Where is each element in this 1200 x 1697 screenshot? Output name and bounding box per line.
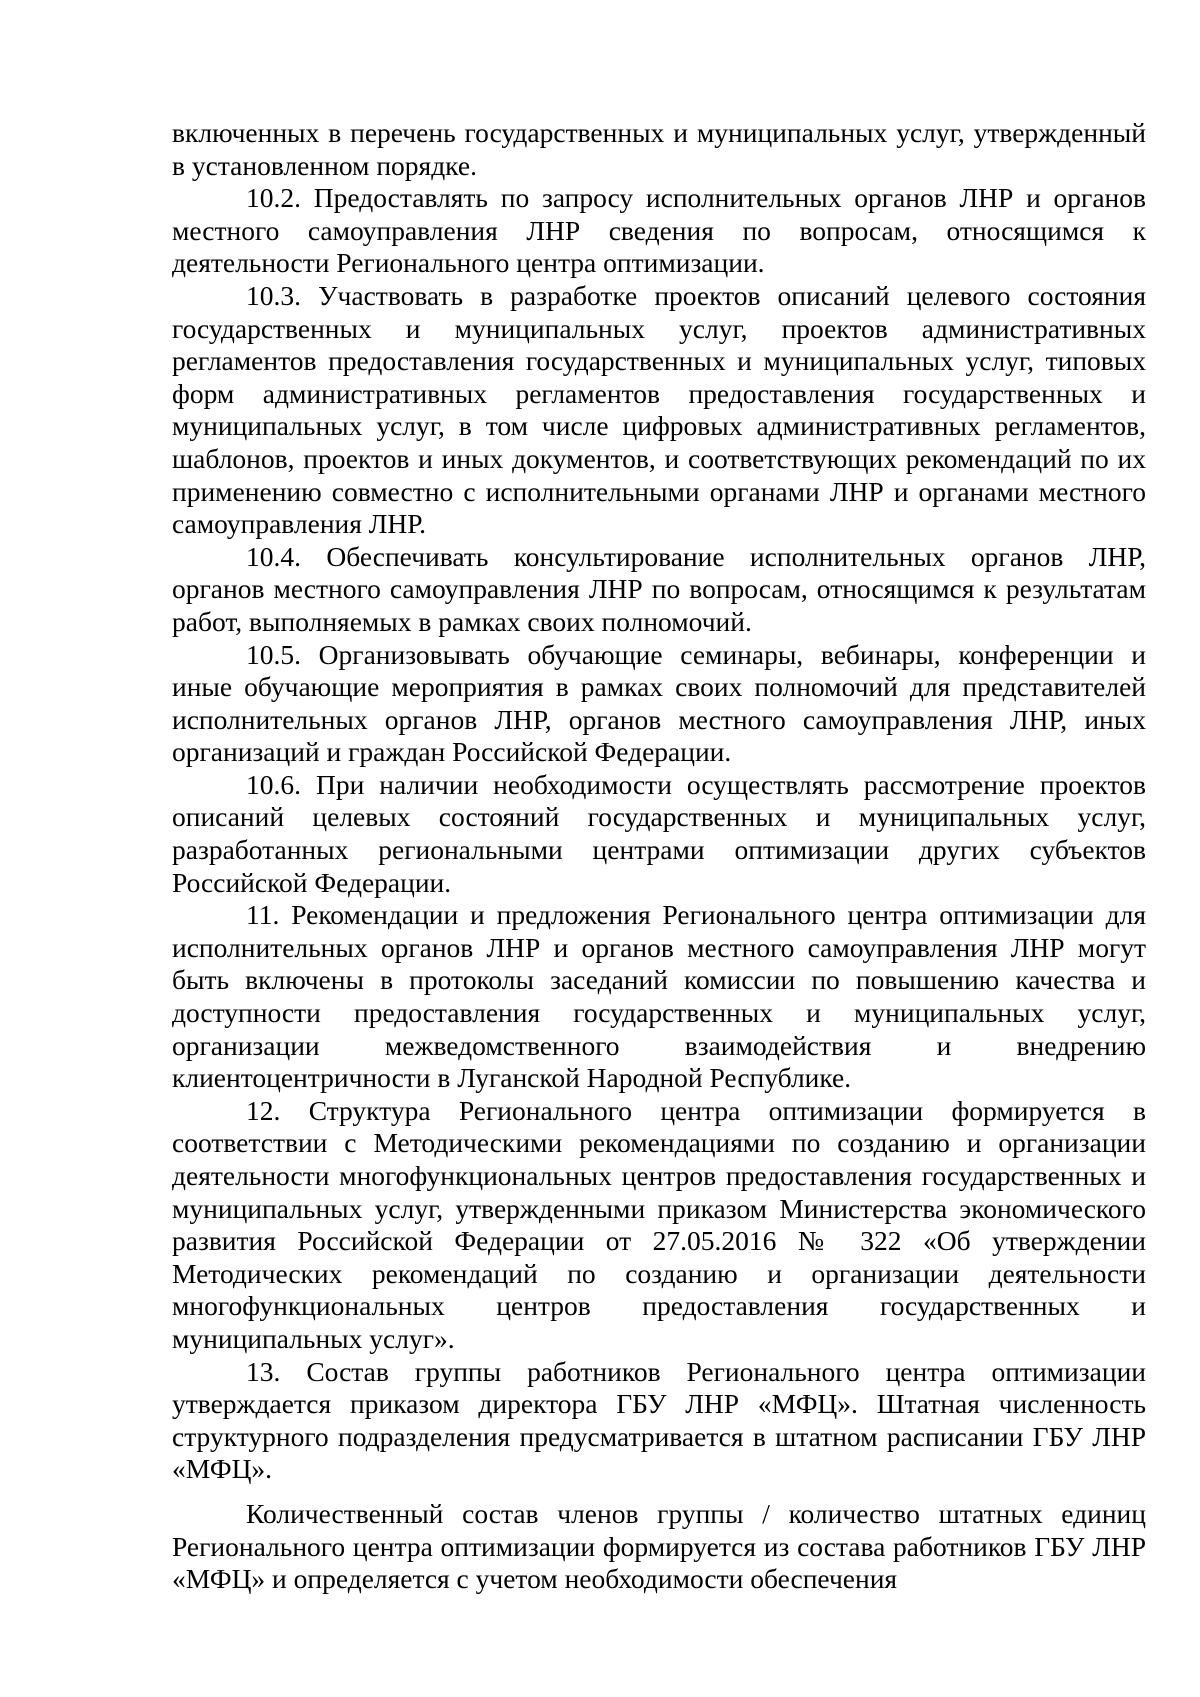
paragraph-10-4: 10.4. Обеспечивать консультирование исполнительных органов ЛНР, органов местного самоуправления ЛНР по вопросам, относящимся к результатам работ, выполняемых в рамках своих полномочий. [172,540,1146,637]
document-body [172,117,1146,1596]
paragraph-10-2: 10.2. Предоставлять по запросу исполнительных органов ЛНР и органов местного самоуправления ЛНР сведения по вопросам, относящимся к деятельности Регионального центра оптимизации. [172,182,1146,279]
paragraph-13: 13. Состав группы работников Регионального центра оптимизации утверждается приказом директора ГБУ ЛНР «МФЦ». Штатная численность структурного подразделения предусматривается в штатном расписании ГБУ ЛНР «МФЦ». [172,1355,1146,1485]
paragraph-13-continuation: Количественный состав членов группы / количество штатных единиц Регионального центра оптимизации формируется из состава работников ГБУ ЛНР «МФЦ» и определяется с учетом необходимости обеспечения [172,1497,1146,1595]
paragraph-12: 12. Структура Регионального центра оптимизации формируется в соответствии с Методическими рекомендациями по созданию и организации деятельности многофункциональных центров предоставления государственных и муниципальных услуг, утвержденными приказом Министерства экономического развития Российской Федерации от 27.05.2016 № 322 «Об утверждении Методических рекомендаций по созданию и организации деятельности многофункциональных центров предоставления государственных и муниципальных услуг». [172,1094,1146,1354]
paragraph-10-1-continuation: включенных в перечень государственных и муниципальных услуг, утвержденный в установленном порядке. [172,117,1146,181]
paragraph-10-6: 10.6. При наличии необходимости осуществлять рассмотрение проектов описаний целевых состояний государственных и муниципальных услуг, разработанных региональными центрами оптимизации других субъектов Российской Федерации. [172,768,1146,898]
paragraph-10-5: 10.5. Организовывать обучающие семинары, вебинары, конференции и иные обучающие мероприятия в рамках своих полномочий для представителей исполнительных органов ЛНР, органов местного самоуправления ЛНР, иных организаций и граждан Российской Федерации. [172,638,1146,768]
paragraph-11: 11. Рекомендации и предложения Регионального центра оптимизации для исполнительных органов ЛНР и органов местного самоуправления ЛНР могут быть включены в протоколы заседаний комиссии по повышению качества и доступности предоставления государственных и муниципальных услуг, организации межведомственного взаимодействия и внедрению клиентоцентричности в Луганской Народной Республике. [172,899,1146,1094]
paragraph-10-3: 10.3. Участвовать в разработке проектов описаний целевого состояния государственных и муниципальных услуг, проектов административных регламентов предоставления государственных и муниципальных услуг, типовых форм административных регламентов предоставления государственных и муниципальных услуг, в том числе цифровых административных регламентов, шаблонов, проектов и иных документов, и соответствующих рекомендаций по их применению совместно с исполнительными органами ЛНР и органами местного самоуправления ЛНР. [172,279,1146,540]
